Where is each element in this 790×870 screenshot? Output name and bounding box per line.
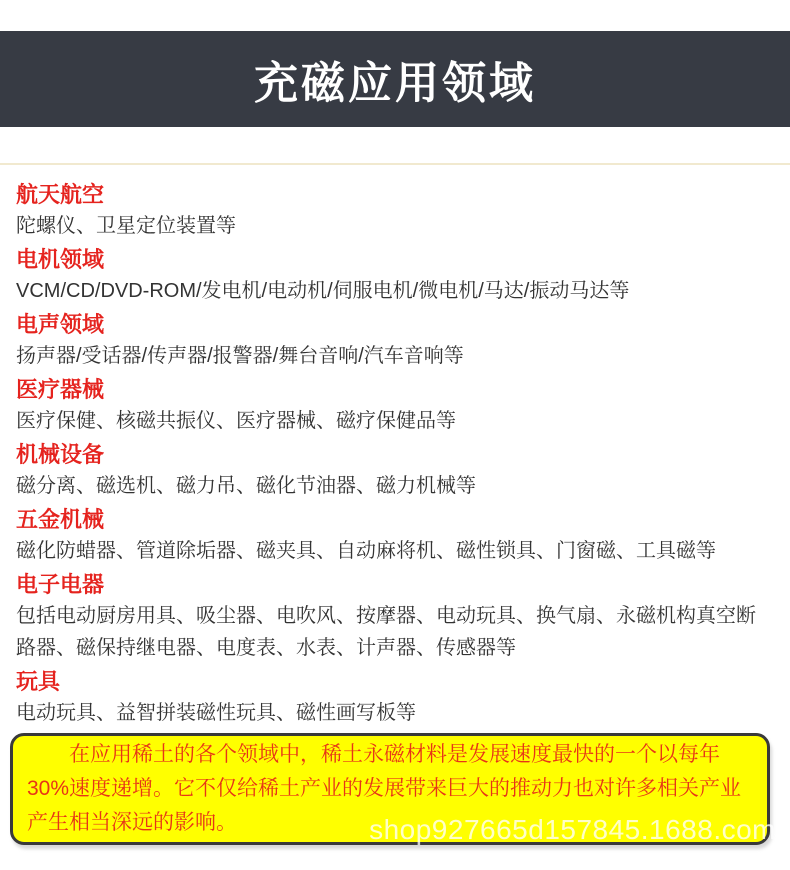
field-section-hardware xyxy=(16,507,774,567)
field-section-machinery xyxy=(16,442,774,502)
section-body: 扬声器/受话器/传声器/报警器/舞台音响/汽车音响等 xyxy=(16,345,464,367)
section-heading: 航天航空 xyxy=(16,182,105,207)
section-heading: 电声领域 xyxy=(16,312,105,337)
section-heading: 医疗器械 xyxy=(16,377,105,402)
field-section-toys xyxy=(16,669,774,729)
section-body: 磁分离、磁选机、磁力吊、磁化节油器、磁力机械等 xyxy=(16,475,476,497)
section-body: 医疗保健、核磁共振仪、医疗器械、磁疗保健品等 xyxy=(16,410,456,432)
shop-watermark: shop927665d157845.1688.com xyxy=(369,814,776,845)
section-body: 包括电动厨房用具、吸尘器、电吹风、按摩器、电动玩具、换气扇、永磁机构真空断路器、磁保持继电器、电度表、水表、计声器、传感器等 xyxy=(16,605,756,659)
field-section-motor xyxy=(16,247,774,307)
section-title-banner xyxy=(0,31,790,127)
section-body: 陀螺仪、卫星定位装置等 xyxy=(16,215,236,237)
field-section-medical xyxy=(16,377,774,437)
section-heading: 玩具 xyxy=(16,669,61,694)
field-section-aerospace xyxy=(16,182,774,242)
field-section-acoustics xyxy=(16,312,774,372)
page-title: 充磁应用领域 xyxy=(254,59,536,108)
field-section-electronics xyxy=(16,572,774,664)
note-text: 在应用稀土的各个领域中，稀土永磁材料是发展速度最快的一个以每年30%速度递增。它不仅给稀土产业的发展带来巨大的推动力也对许多相关产业产生相当深远的影响。 xyxy=(27,743,742,834)
section-heading: 机械设备 xyxy=(16,442,105,467)
section-body: VCM/CD/DVD-ROM/发电机/电动机/伺服电机/微电机/马达/振动马达等 xyxy=(16,280,630,302)
section-heading: 五金机械 xyxy=(16,507,105,532)
application-fields-list xyxy=(0,165,790,729)
section-heading: 电子电器 xyxy=(16,572,105,597)
section-body: 电动玩具、益智拼装磁性玩具、磁性画写板等 xyxy=(16,702,416,724)
rare-earth-note-box xyxy=(10,733,770,845)
section-heading: 电机领域 xyxy=(16,247,105,272)
section-body: 磁化防蜡器、管道除垢器、磁夹具、自动麻将机、磁性锁具、门窗磁、工具磁等 xyxy=(16,540,716,562)
